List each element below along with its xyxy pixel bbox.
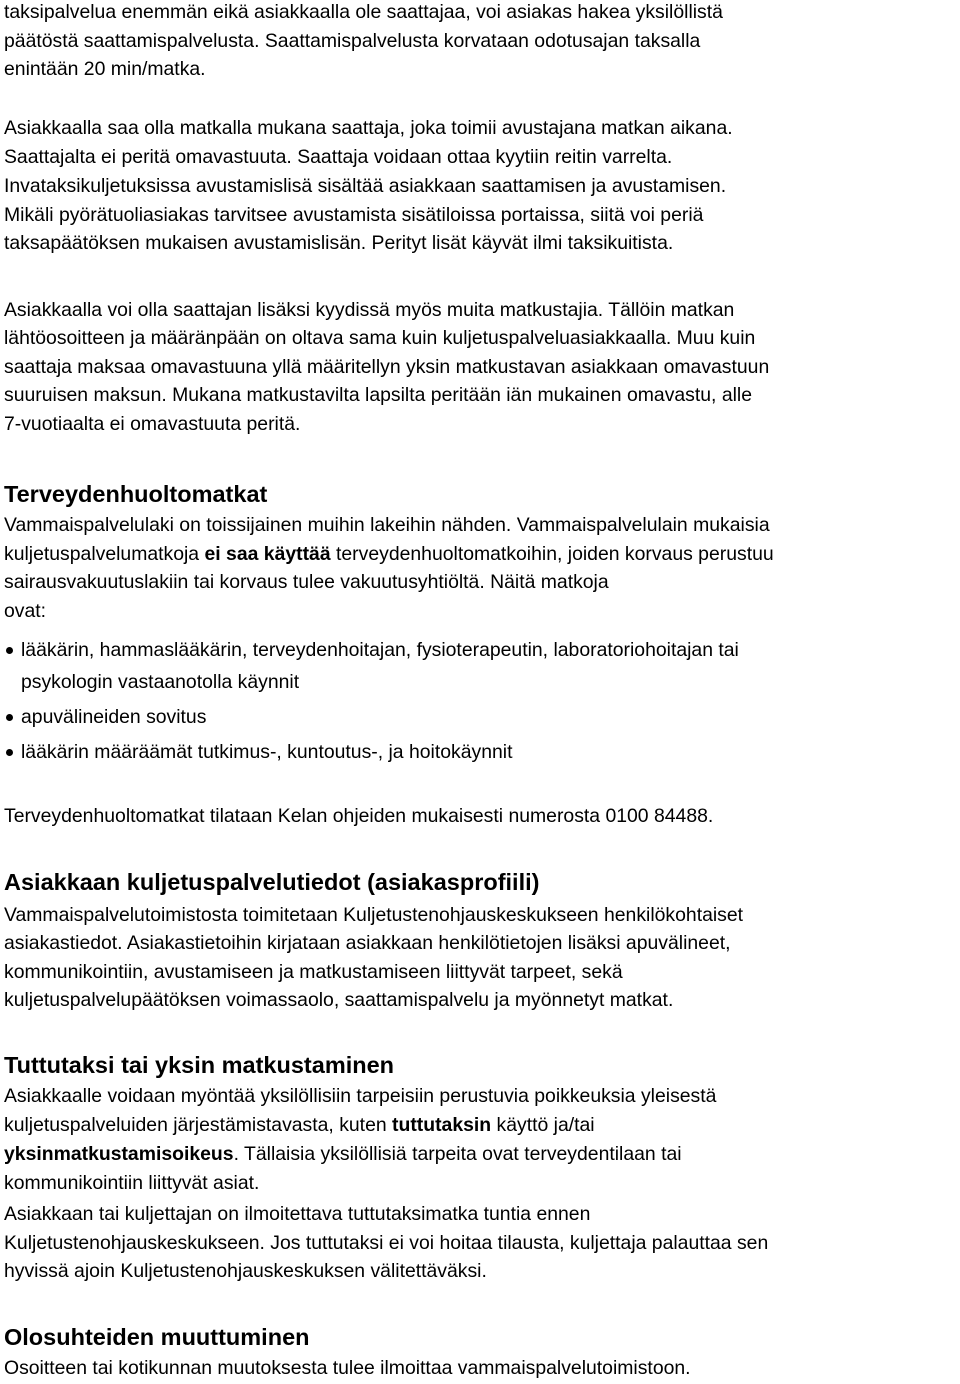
text-line: Invataksikuljetuksissa avustamislisä sisältää asiakkaan saattamisen ja avustamisen. [4,175,727,197]
section-heading: Asiakkaan kuljetuspalvelutiedot (asiakasprofiili) [4,869,540,895]
text-line: taksapäätöksen mukaisen avustamislisän. Perityt lisät käyvät ilmi taksikuitista. [4,232,674,254]
text-line: Vammaispalvelutoimistosta toimitetaan Kuljetustenohjauskeskukseen henkilökohtaiset [4,904,744,926]
section-heading: Olosuhteiden muuttuminen [4,1324,310,1350]
text-line: ovat: [4,600,47,622]
text-line: kuljetuspalvelupäätöksen voimassaolo, saattamispalvelu ja myönnetyt matkat. [4,989,674,1011]
text-line: Terveydenhuoltomatkat tilataan Kelan ohjeiden mukaisesti numerosta 0100 84488. [4,805,714,827]
section-heading: Terveydenhuoltomatkat [4,481,268,507]
text-line: taksipalvelua enemmän eikä asiakkaalla ole saattajaa, voi asiakas hakea yksilöllistä [4,1,723,23]
text-line: Saattajalta ei peritä omavastuuta. Saattaja voidaan ottaa kyytiin reitin varrelta. [4,146,673,168]
text-line: Asiakkaalla saa olla matkalla mukana saattaja, joka toimii avustajana matkan aikana. [4,117,733,139]
list-item: lääkärin määräämät tutkimus-, kuntoutus-, ja hoitokäynnit [21,741,513,763]
text-line: Asiakkaan tai kuljettajan on ilmoitettava tuttutaksimatka tuntia ennen [4,1203,591,1225]
text-line: kuljetuspalvelumatkoja ei saa käyttää terveydenhuoltomatkoihin, joiden korvaus perustuu [4,543,774,565]
text-line: kuljetuspalveluiden järjestämistavasta, kuten tuttutaksin käyttö ja/tai [4,1114,595,1136]
section-heading: Tuttutaksi tai yksin matkustaminen [4,1052,395,1078]
text-line: lähtöosoitteen ja määränpään on oltava sama kuin kuljetuspalveluasiakkaalla. Muu kuin [4,327,756,349]
text-line: 7-vuotiaalta ei omavastuuta peritä. [4,413,301,435]
text-line: enintään 20 min/matka. [4,58,206,80]
bullet-icon [6,749,13,756]
bullet-icon [6,647,13,654]
text-line: Mikäli pyörätuoliasiakas tarvitsee avustamista sisätiloissa portaissa, siitä voi periä [4,204,704,226]
text-line: saattaja maksaa omavastuuna yllä määritellyn yksin matkustavan asiakkaan omavastuun [4,356,770,378]
text-line: Asiakkaalla voi olla saattajan lisäksi kyydissä myös muita matkustajia. Tällöin matkan [4,299,735,321]
text-line: suuruisen maksun. Mukana matkustavilta lapsilta peritään iän mukainen omavastu, alle [4,384,753,406]
text-line: kommunikointiin liittyvät asiat. [4,1172,260,1194]
text-line: Vammaispalvelulaki on toissijainen muihin lakeihin nähden. Vammaispalvelulain mukaisia [4,514,770,536]
bullet-icon [6,714,13,721]
list-item: lääkärin, hammaslääkärin, terveydenhoitajan, fysioterapeutin, laboratoriohoitajan tai [21,639,739,661]
text-line: asiakastiedot. Asiakastietoihin kirjataan asiakkaan henkilötietojen lisäksi apuvälineet, [4,932,731,954]
text-line: päätöstä saattamispalvelusta. Saattamispalvelusta korvataan odotusajan taksalla [4,30,701,52]
list-item: apuvälineiden sovitus [21,706,207,728]
text-line: Asiakkaalle voidaan myöntää yksilöllisiin tarpeisiin perustuvia poikkeuksia yleisestä [4,1085,717,1107]
text-line: Osoitteen tai kotikunnan muutoksesta tulee ilmoittaa vammaispalvelutoimistoon. [4,1357,691,1379]
text-line: yksinmatkustamisoikeus. Tällaisia yksilöllisiä tarpeita ovat terveydentilaan tai [4,1143,682,1165]
text-line: kommunikointiin, avustamiseen ja matkustamiseen liittyvät tarpeet, sekä [4,961,623,983]
list-item-continued: psykologin vastaanotolla käynnit [21,671,300,693]
text-line: sairausvakuutuslakiin tai korvaus tulee vakuutusyhtiöltä. Näitä matkoja [4,571,609,593]
text-line: hyvissä ajoin Kuljetustenohjauskeskuksen välitettäväksi. [4,1260,487,1282]
text-line: Kuljetustenohjauskeskukseen. Jos tuttutaksi ei voi hoitaa tilausta, kuljettaja palauttaa sen [4,1232,769,1254]
